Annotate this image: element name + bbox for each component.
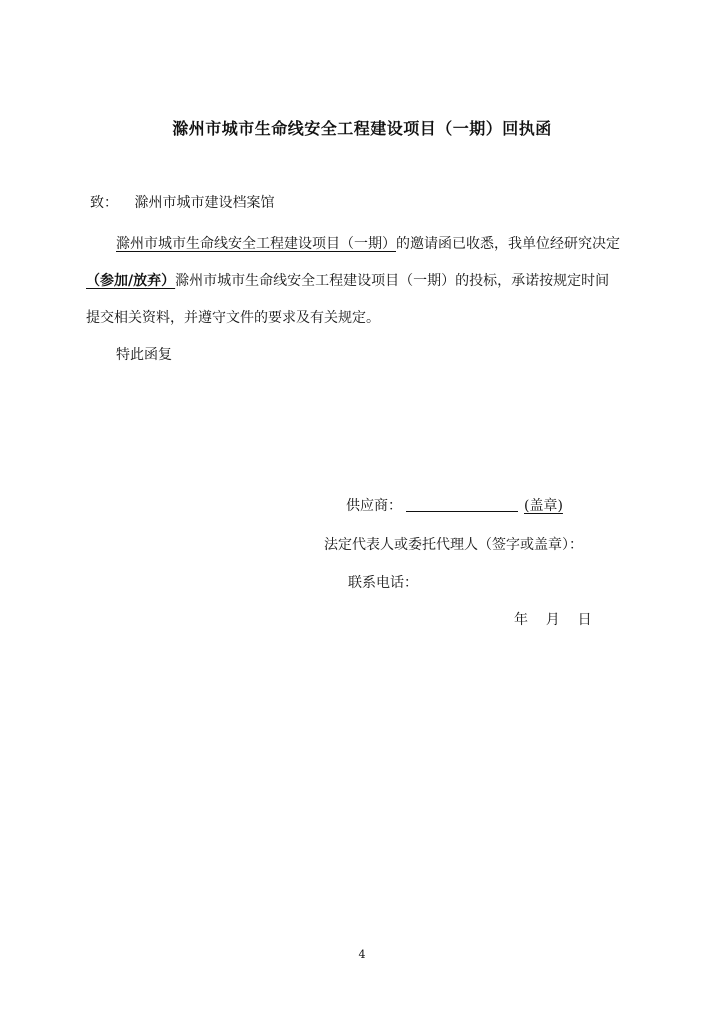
recipient-line [90, 194, 274, 212]
supplier-line [346, 497, 563, 515]
legal-rep-line: 法定代表人或委托代理人（签字或盖章）： [324, 537, 583, 553]
participation-choice: （参加/放弃） [86, 273, 176, 289]
date-line: 年 月 日 [514, 612, 592, 628]
body-line-2 [86, 272, 609, 290]
project-name: 滁州市城市生命线安全工程建设项目（一期） [116, 236, 396, 252]
body-line-1-rest: 的邀请函已收悉，我单位经研究决定 [396, 236, 620, 252]
closing-text: 特此函复 [116, 347, 172, 363]
seal-label: (盖章) [524, 498, 563, 514]
page-title: 滁州市城市生命线安全工程建设项目（一期）回执函 [172, 119, 552, 138]
body-line-1 [116, 235, 620, 253]
body-line-3: 提交相关资料，并遵守文件的要求及有关规定。 [86, 310, 380, 326]
supplier-blank [406, 497, 518, 512]
body-line-2-rest: 滁州市城市生命线安全工程建设项目（一期）的投标，承诺按规定时间 [175, 273, 610, 289]
recipient-name: 滁州市城市建设档案馆 [134, 195, 275, 211]
supplier-label: 供应商： [346, 498, 402, 514]
phone-line: 联系电话： [348, 575, 418, 591]
to-label: 致： [90, 195, 118, 211]
page-number: 4 [358, 948, 366, 961]
